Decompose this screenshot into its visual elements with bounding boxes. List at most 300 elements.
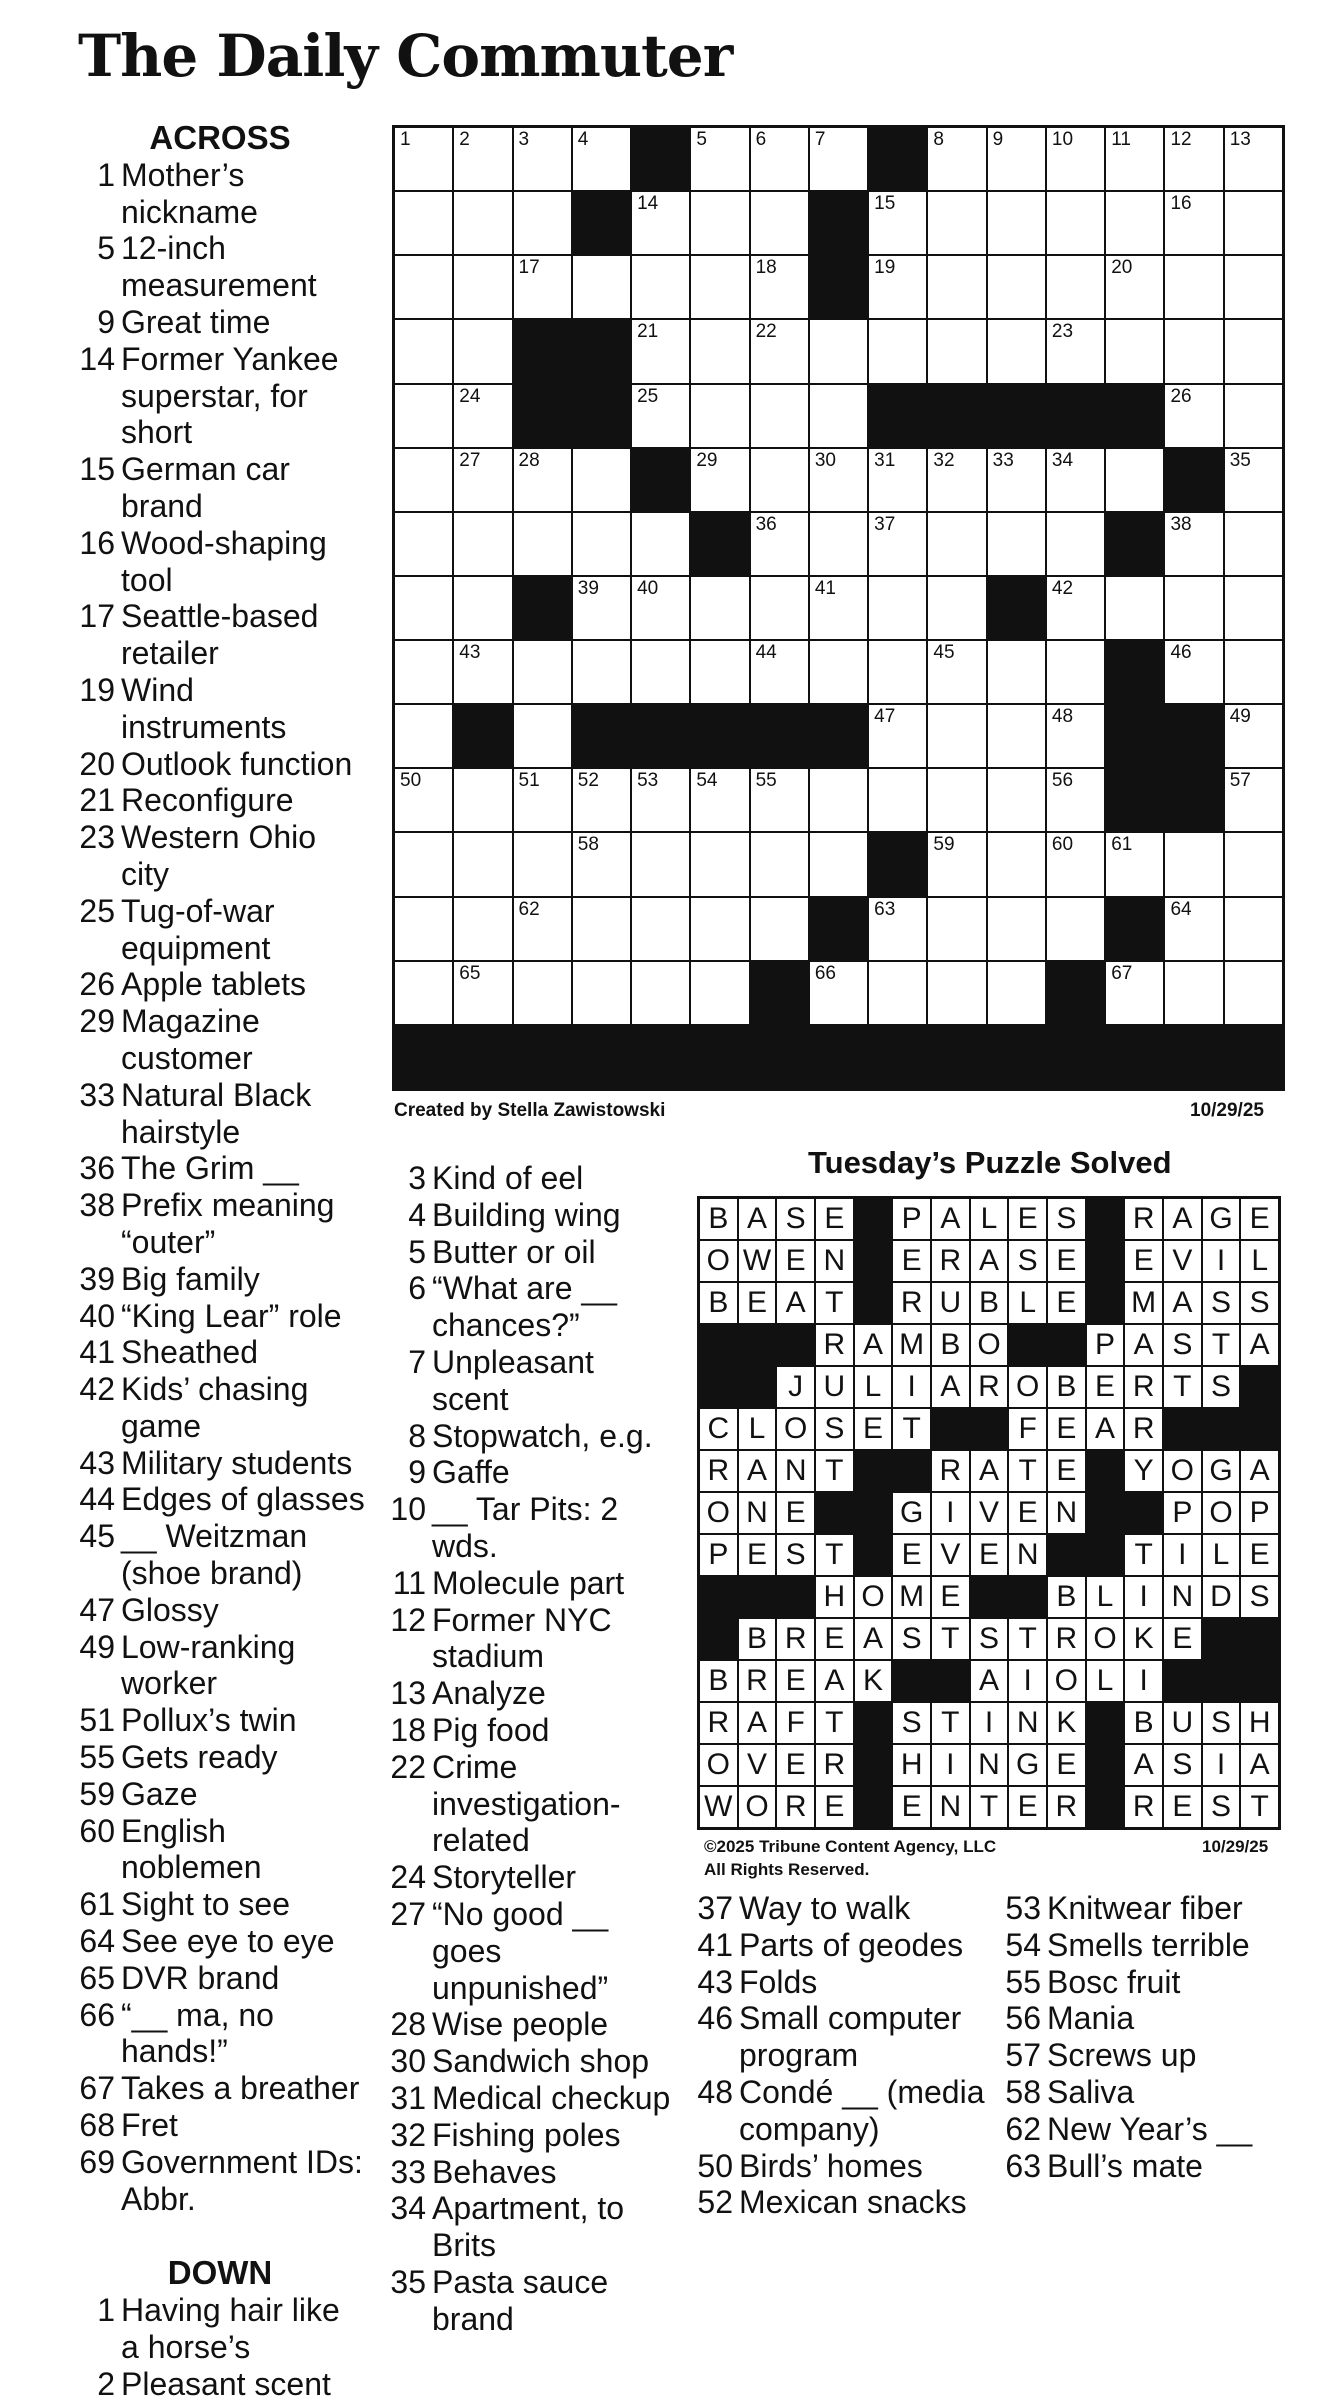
solution-letter: E bbox=[1241, 1535, 1278, 1575]
grid-square[interactable] bbox=[1106, 320, 1163, 382]
grid-square[interactable] bbox=[810, 513, 867, 575]
grid-square[interactable] bbox=[573, 833, 630, 895]
square-number: 17 bbox=[518, 257, 540, 279]
solution-letter: O bbox=[700, 1493, 737, 1533]
solution-block bbox=[855, 1283, 892, 1323]
across-clues-column bbox=[75, 120, 365, 2403]
grid-square[interactable] bbox=[751, 898, 808, 960]
grid-square[interactable] bbox=[1047, 128, 1104, 190]
solution-block bbox=[893, 1451, 930, 1491]
clue-text: Sandwich shop bbox=[432, 2043, 650, 2080]
solution-block bbox=[1164, 1661, 1201, 1701]
grid-square[interactable] bbox=[691, 962, 748, 1024]
grid-square[interactable] bbox=[1047, 320, 1104, 382]
grid-square[interactable] bbox=[691, 769, 748, 831]
solution-letter: R bbox=[777, 1787, 814, 1827]
grid-square[interactable] bbox=[1106, 962, 1163, 1024]
grid-square[interactable] bbox=[751, 128, 808, 190]
grid-square[interactable] bbox=[751, 577, 808, 639]
grid-square[interactable] bbox=[928, 833, 985, 895]
grid-square[interactable] bbox=[514, 898, 571, 960]
grid-block bbox=[1165, 769, 1222, 831]
grid-square[interactable] bbox=[1165, 320, 1222, 382]
grid-square[interactable] bbox=[1165, 833, 1222, 895]
grid-square[interactable] bbox=[1225, 385, 1282, 447]
grid-square[interactable] bbox=[810, 577, 867, 639]
grid-square[interactable] bbox=[1165, 641, 1222, 703]
square-number: 37 bbox=[874, 513, 896, 535]
square-number: 55 bbox=[755, 770, 777, 792]
clue-number: 31 bbox=[390, 2079, 426, 2116]
square-number: 3 bbox=[518, 129, 530, 150]
clue-text: Apple tablets bbox=[121, 966, 307, 1003]
clue-number: 9 bbox=[97, 303, 115, 340]
grid-square[interactable] bbox=[988, 449, 1045, 511]
grid-square[interactable] bbox=[1225, 833, 1282, 895]
clue-number: 35 bbox=[390, 2263, 426, 2300]
solution-letter: A bbox=[1164, 1199, 1201, 1239]
grid-square[interactable] bbox=[514, 513, 571, 575]
grid-square[interactable] bbox=[988, 128, 1045, 190]
grid-square[interactable] bbox=[632, 513, 689, 575]
clue-text: Knitwear fiber bbox=[1047, 1890, 1243, 1926]
solution-letter: S bbox=[971, 1619, 1008, 1659]
solution-letter: E bbox=[1009, 1199, 1046, 1239]
grid-square[interactable] bbox=[1225, 513, 1282, 575]
grid-square[interactable] bbox=[751, 833, 808, 895]
grid-square[interactable] bbox=[395, 962, 452, 1024]
solution-letter: S bbox=[777, 1535, 814, 1575]
grid-square[interactable] bbox=[395, 192, 452, 254]
solution-letter: R bbox=[700, 1703, 737, 1743]
grid-square[interactable] bbox=[810, 385, 867, 447]
grid-square[interactable] bbox=[869, 513, 926, 575]
clue-text: Stopwatch, e.g. bbox=[432, 1417, 653, 1454]
square-number: 41 bbox=[814, 577, 836, 599]
grid-square[interactable] bbox=[454, 192, 511, 254]
grid-square[interactable] bbox=[1047, 256, 1104, 318]
grid-square[interactable] bbox=[632, 320, 689, 382]
solution-letter: E bbox=[893, 1787, 930, 1827]
grid-square[interactable] bbox=[691, 256, 748, 318]
grid-square[interactable] bbox=[632, 833, 689, 895]
grid-square[interactable] bbox=[691, 577, 748, 639]
solution-block bbox=[777, 1325, 814, 1365]
grid-square[interactable] bbox=[928, 256, 985, 318]
grid-square[interactable] bbox=[395, 385, 452, 447]
grid-square[interactable] bbox=[573, 256, 630, 318]
grid-square[interactable] bbox=[1225, 705, 1282, 767]
clue-item bbox=[386, 1160, 678, 1197]
solution-letter: S bbox=[1048, 1199, 1085, 1239]
grid-square[interactable] bbox=[573, 962, 630, 1024]
square-number: 36 bbox=[755, 513, 777, 535]
grid-square[interactable] bbox=[928, 320, 985, 382]
grid-square[interactable] bbox=[751, 513, 808, 575]
grid-square[interactable] bbox=[869, 898, 926, 960]
grid-square[interactable] bbox=[1165, 577, 1222, 639]
grid-square[interactable] bbox=[810, 449, 867, 511]
clue-item bbox=[386, 1749, 678, 1859]
clue-number: 56 bbox=[1005, 2000, 1041, 2037]
grid-square[interactable] bbox=[928, 513, 985, 575]
solution-block bbox=[855, 1703, 892, 1743]
grid-square[interactable] bbox=[869, 449, 926, 511]
grid-square[interactable] bbox=[928, 962, 985, 1024]
grid-square[interactable] bbox=[869, 320, 926, 382]
square-number: 33 bbox=[992, 449, 1014, 471]
solution-letter: R bbox=[816, 1745, 853, 1785]
grid-square[interactable] bbox=[1106, 577, 1163, 639]
grid-block bbox=[514, 577, 571, 639]
grid-square[interactable] bbox=[928, 577, 985, 639]
grid-square[interactable] bbox=[988, 256, 1045, 318]
grid-square[interactable] bbox=[691, 385, 748, 447]
grid-square[interactable] bbox=[1047, 898, 1104, 960]
solution-letter: L bbox=[1203, 1535, 1240, 1575]
grid-square[interactable] bbox=[1047, 577, 1104, 639]
grid-square[interactable] bbox=[810, 320, 867, 382]
clue-text: Way to walk bbox=[739, 1890, 911, 1926]
grid-square[interactable] bbox=[454, 128, 511, 190]
grid-square[interactable] bbox=[751, 449, 808, 511]
grid-square[interactable] bbox=[1225, 256, 1282, 318]
clue-number: 36 bbox=[79, 1150, 115, 1187]
grid-square[interactable] bbox=[1047, 641, 1104, 703]
grid-square[interactable] bbox=[395, 320, 452, 382]
clue-text: Behaves bbox=[432, 2153, 557, 2190]
clue-text: Analyze bbox=[432, 1675, 546, 1712]
grid-square[interactable] bbox=[514, 705, 571, 767]
solution-letter: W bbox=[739, 1241, 776, 1281]
grid-square[interactable] bbox=[869, 192, 926, 254]
square-number: 42 bbox=[1051, 577, 1074, 599]
clue-text: Pleasant scent bbox=[121, 2365, 331, 2402]
clue-number: 40 bbox=[79, 1297, 115, 1334]
clue-item bbox=[75, 1150, 365, 1187]
grid-square[interactable] bbox=[632, 898, 689, 960]
grid-square[interactable] bbox=[632, 769, 689, 831]
solution-block bbox=[855, 1787, 892, 1827]
solution-block bbox=[1087, 1199, 1124, 1239]
grid-block bbox=[514, 320, 571, 382]
square-number: 6 bbox=[755, 129, 767, 150]
grid-square[interactable] bbox=[454, 577, 511, 639]
grid-square[interactable] bbox=[988, 833, 1045, 895]
grid-square[interactable] bbox=[691, 898, 748, 960]
grid-square[interactable] bbox=[632, 962, 689, 1024]
grid-square[interactable] bbox=[454, 385, 511, 447]
grid-square[interactable] bbox=[1047, 449, 1104, 511]
down-clues-column-3 bbox=[693, 1890, 995, 2221]
clue-number: 29 bbox=[79, 1003, 115, 1040]
grid-square[interactable] bbox=[1225, 577, 1282, 639]
grid-square[interactable] bbox=[988, 513, 1045, 575]
grid-block bbox=[988, 577, 1045, 639]
grid-square[interactable] bbox=[395, 898, 452, 960]
solution-block bbox=[971, 1577, 1008, 1617]
grid-square[interactable] bbox=[1047, 513, 1104, 575]
grid-square[interactable] bbox=[395, 128, 452, 190]
solution-letter: B bbox=[971, 1283, 1008, 1323]
clue-item bbox=[75, 819, 365, 893]
solution-block bbox=[932, 1661, 969, 1701]
solution-letter: V bbox=[932, 1535, 969, 1575]
square-number: 19 bbox=[874, 257, 896, 279]
solution-letter: M bbox=[893, 1325, 930, 1365]
grid-square[interactable] bbox=[691, 449, 748, 511]
solution-letter: A bbox=[971, 1451, 1008, 1491]
grid-square[interactable] bbox=[632, 256, 689, 318]
grid-square[interactable] bbox=[751, 192, 808, 254]
solution-letter: M bbox=[893, 1577, 930, 1617]
grid-square[interactable] bbox=[454, 641, 511, 703]
grid-square[interactable] bbox=[454, 320, 511, 382]
grid-square[interactable] bbox=[1047, 705, 1104, 767]
grid-square[interactable] bbox=[691, 128, 748, 190]
solution-letter: U bbox=[932, 1283, 969, 1323]
grid-square[interactable] bbox=[454, 898, 511, 960]
grid-square[interactable] bbox=[514, 833, 571, 895]
grid-square[interactable] bbox=[869, 577, 926, 639]
solution-letter: T bbox=[893, 1409, 930, 1449]
grid-square[interactable] bbox=[751, 256, 808, 318]
grid-square[interactable] bbox=[454, 769, 511, 831]
grid-square[interactable] bbox=[454, 256, 511, 318]
grid-square[interactable] bbox=[1225, 128, 1282, 190]
grid-square[interactable] bbox=[1047, 192, 1104, 254]
grid-square[interactable] bbox=[751, 385, 808, 447]
solution-letter: E bbox=[1048, 1745, 1085, 1785]
solution-letter: T bbox=[816, 1451, 853, 1491]
clue-number: 28 bbox=[390, 2006, 426, 2043]
square-number: 23 bbox=[1051, 321, 1074, 343]
grid-square[interactable] bbox=[810, 769, 867, 831]
grid-square[interactable] bbox=[573, 513, 630, 575]
grid-square[interactable] bbox=[1047, 833, 1104, 895]
grid-square[interactable] bbox=[988, 320, 1045, 382]
grid-square[interactable] bbox=[1225, 320, 1282, 382]
solution-letter: E bbox=[1048, 1409, 1085, 1449]
grid-block bbox=[1106, 769, 1163, 831]
grid-square[interactable] bbox=[573, 769, 630, 831]
grid-square[interactable] bbox=[395, 641, 452, 703]
grid-square[interactable] bbox=[1106, 833, 1163, 895]
grid-square[interactable] bbox=[928, 898, 985, 960]
clue-number: 10 bbox=[390, 1491, 426, 1528]
grid-square[interactable] bbox=[573, 449, 630, 511]
grid-square[interactable] bbox=[869, 641, 926, 703]
clue-number: 51 bbox=[79, 1702, 115, 1739]
solution-letter: E bbox=[816, 1787, 853, 1827]
solution-block bbox=[855, 1451, 892, 1491]
solution-letter: R bbox=[1125, 1409, 1162, 1449]
grid-square[interactable] bbox=[691, 192, 748, 254]
solution-letter: N bbox=[777, 1451, 814, 1491]
clue-number: 8 bbox=[408, 1417, 426, 1454]
solution-letter: B bbox=[1125, 1703, 1162, 1743]
solution-letter: R bbox=[700, 1451, 737, 1491]
grid-square[interactable] bbox=[514, 769, 571, 831]
grid-square[interactable] bbox=[395, 769, 452, 831]
grid-square[interactable] bbox=[1106, 128, 1163, 190]
grid-square[interactable] bbox=[1106, 256, 1163, 318]
clue-item bbox=[75, 2292, 365, 2366]
grid-square[interactable] bbox=[395, 449, 452, 511]
solution-letter: A bbox=[932, 1199, 969, 1239]
grid-square[interactable] bbox=[928, 192, 985, 254]
clue-item bbox=[75, 2070, 365, 2107]
clue-item bbox=[386, 1491, 678, 1565]
solution-letter: O bbox=[1087, 1619, 1124, 1659]
solution-block bbox=[1241, 1661, 1278, 1701]
grid-square[interactable] bbox=[1225, 449, 1282, 511]
solution-letter: N bbox=[1048, 1493, 1085, 1533]
grid-square[interactable] bbox=[751, 641, 808, 703]
grid-square[interactable] bbox=[988, 192, 1045, 254]
clue-text: DVR brand bbox=[121, 1959, 280, 1996]
grid-block bbox=[454, 705, 511, 767]
grid-square[interactable] bbox=[514, 962, 571, 1024]
grid-square[interactable] bbox=[1165, 962, 1222, 1024]
grid-square[interactable] bbox=[691, 320, 748, 382]
solution-block bbox=[1241, 1409, 1278, 1449]
grid-square[interactable] bbox=[514, 449, 571, 511]
grid-square[interactable] bbox=[1165, 192, 1222, 254]
grid-square[interactable] bbox=[454, 833, 511, 895]
grid-square[interactable] bbox=[1165, 513, 1222, 575]
clue-number: 14 bbox=[79, 340, 115, 377]
grid-square[interactable] bbox=[1165, 256, 1222, 318]
clue-number: 33 bbox=[79, 1076, 115, 1113]
grid-square[interactable] bbox=[928, 128, 985, 190]
grid-square[interactable] bbox=[454, 513, 511, 575]
grid-square[interactable] bbox=[869, 256, 926, 318]
grid-square[interactable] bbox=[395, 513, 452, 575]
grid-square[interactable] bbox=[395, 256, 452, 318]
grid-square[interactable] bbox=[869, 705, 926, 767]
clue-text: Condé __ (media company) bbox=[739, 2073, 985, 2147]
square-number: 9 bbox=[992, 129, 1004, 150]
grid-square[interactable] bbox=[1106, 449, 1163, 511]
grid-square[interactable] bbox=[810, 833, 867, 895]
solution-letter: G bbox=[1203, 1199, 1240, 1239]
clue-number: 50 bbox=[697, 2147, 733, 2184]
grid-square[interactable] bbox=[632, 192, 689, 254]
clue-text: Bull’s mate bbox=[1047, 2147, 1203, 2184]
grid-square[interactable] bbox=[632, 577, 689, 639]
solution-block bbox=[855, 1493, 892, 1533]
clue-text: Fishing poles bbox=[432, 2116, 621, 2153]
grid-square[interactable] bbox=[573, 577, 630, 639]
grid-square[interactable] bbox=[573, 128, 630, 190]
grid-square[interactable] bbox=[928, 641, 985, 703]
grid-square[interactable] bbox=[691, 641, 748, 703]
grid-square[interactable] bbox=[1225, 769, 1282, 831]
grid-square[interactable] bbox=[1225, 192, 1282, 254]
clue-text: Pollux’s twin bbox=[121, 1702, 297, 1739]
grid-square[interactable] bbox=[810, 128, 867, 190]
clue-text: “King Lear” role bbox=[121, 1297, 342, 1334]
grid-square[interactable] bbox=[395, 705, 452, 767]
solution-letter: E bbox=[1164, 1619, 1201, 1659]
grid-square[interactable] bbox=[1106, 192, 1163, 254]
clue-item bbox=[386, 2190, 678, 2264]
solution-block bbox=[855, 1199, 892, 1239]
grid-square[interactable] bbox=[988, 898, 1045, 960]
solution-letter: O bbox=[1009, 1367, 1046, 1407]
grid-square[interactable] bbox=[988, 769, 1045, 831]
clue-number: 5 bbox=[408, 1233, 426, 1270]
grid-square[interactable] bbox=[988, 641, 1045, 703]
clue-number: 47 bbox=[79, 1591, 115, 1628]
grid-square[interactable] bbox=[928, 769, 985, 831]
grid-square[interactable] bbox=[810, 641, 867, 703]
grid-square[interactable] bbox=[514, 128, 571, 190]
grid-square[interactable] bbox=[1225, 962, 1282, 1024]
grid-square[interactable] bbox=[869, 769, 926, 831]
square-number: 21 bbox=[637, 321, 659, 343]
grid-square[interactable] bbox=[751, 769, 808, 831]
solution-letter: R bbox=[932, 1451, 969, 1491]
solution-letter: R bbox=[816, 1325, 853, 1365]
solution-letter: P bbox=[700, 1535, 737, 1575]
clue-item bbox=[75, 1003, 365, 1077]
grid-square[interactable] bbox=[928, 449, 985, 511]
grid-square[interactable] bbox=[1047, 769, 1104, 831]
grid-square[interactable] bbox=[869, 962, 926, 1024]
grid-square[interactable] bbox=[632, 641, 689, 703]
grid-square[interactable] bbox=[751, 320, 808, 382]
grid-square[interactable] bbox=[454, 449, 511, 511]
solved-puzzle-grid bbox=[697, 1196, 1281, 1830]
grid-square[interactable] bbox=[632, 385, 689, 447]
solution-block bbox=[700, 1619, 737, 1659]
clue-text: Fret bbox=[121, 2107, 178, 2144]
square-number: 43 bbox=[459, 642, 481, 664]
grid-square[interactable] bbox=[573, 898, 630, 960]
grid-square[interactable] bbox=[1165, 898, 1222, 960]
grid-square[interactable] bbox=[454, 962, 511, 1024]
clue-item bbox=[1001, 2037, 1323, 2074]
clue-item bbox=[75, 1187, 365, 1261]
grid-square[interactable] bbox=[928, 705, 985, 767]
grid-square[interactable] bbox=[514, 641, 571, 703]
solution-letter: S bbox=[1164, 1745, 1201, 1785]
solution-letter: S bbox=[1203, 1703, 1240, 1743]
grid-square[interactable] bbox=[810, 962, 867, 1024]
grid-square[interactable] bbox=[573, 641, 630, 703]
square-number: 52 bbox=[577, 770, 599, 792]
solution-letter: G bbox=[1203, 1451, 1240, 1491]
grid-square[interactable] bbox=[395, 577, 452, 639]
grid-square[interactable] bbox=[1165, 385, 1222, 447]
grid-block bbox=[573, 705, 630, 767]
grid-square[interactable] bbox=[1165, 128, 1222, 190]
clue-text: “__ ma, no hands!” bbox=[121, 1996, 274, 2070]
grid-square[interactable] bbox=[514, 256, 571, 318]
grid-square[interactable] bbox=[988, 962, 1045, 1024]
solution-letter: O bbox=[700, 1745, 737, 1785]
grid-square[interactable] bbox=[691, 833, 748, 895]
grid-square[interactable] bbox=[988, 705, 1045, 767]
grid-square[interactable] bbox=[1225, 898, 1282, 960]
clue-number: 3 bbox=[408, 1160, 426, 1196]
grid-square[interactable] bbox=[395, 833, 452, 895]
grid-square[interactable] bbox=[1225, 641, 1282, 703]
grid-square[interactable] bbox=[514, 192, 571, 254]
solution-letter: T bbox=[1164, 1367, 1201, 1407]
